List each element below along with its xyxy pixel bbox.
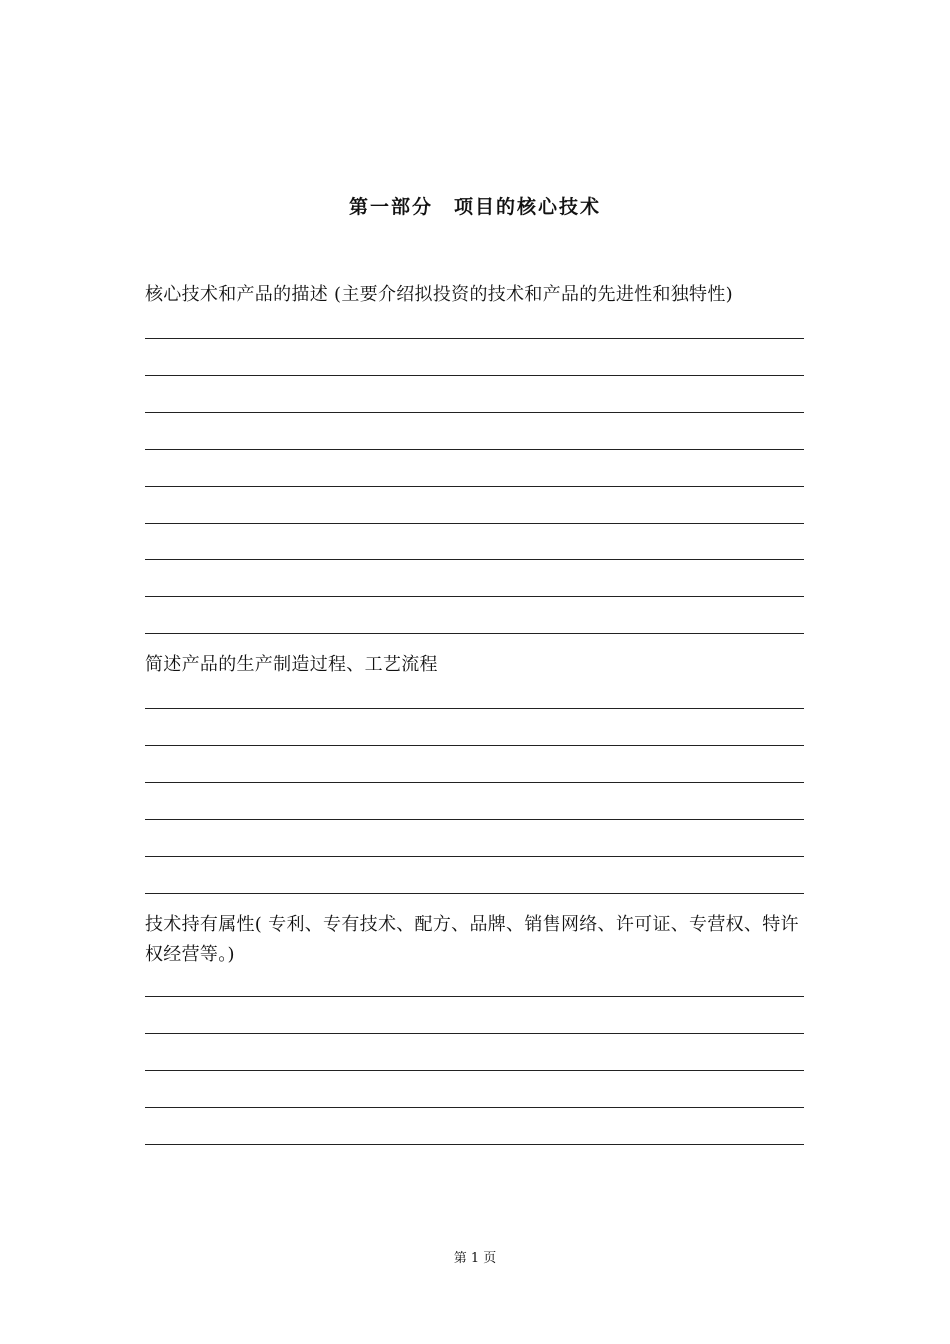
blank-answer-line bbox=[145, 1144, 804, 1145]
blank-answer-line bbox=[145, 819, 804, 820]
blank-answer-line bbox=[145, 708, 804, 709]
blank-answer-line bbox=[145, 1033, 804, 1034]
blank-answer-line bbox=[145, 1070, 804, 1071]
blank-answer-line bbox=[145, 523, 804, 524]
page-footer: 第 1 页 bbox=[453, 1251, 497, 1266]
blank-answer-line bbox=[145, 486, 804, 487]
blank-answer-line bbox=[145, 449, 804, 450]
blank-answer-line bbox=[145, 375, 804, 376]
blank-answer-line bbox=[145, 996, 804, 997]
blank-answer-line bbox=[145, 782, 804, 783]
section-heading-process: 简述产品的生产制造过程、工艺流程 bbox=[145, 654, 438, 675]
blank-answer-line bbox=[145, 856, 804, 857]
blank-answer-line bbox=[145, 633, 804, 634]
blank-answer-line bbox=[145, 745, 804, 746]
blank-answer-line bbox=[145, 412, 804, 413]
blank-answer-line bbox=[145, 893, 804, 894]
page-title: 第一部分 项目的核心技术 bbox=[348, 196, 601, 218]
blank-answer-line bbox=[145, 559, 804, 560]
section-heading-core-tech: 核心技术和产品的描述 (主要介绍拟投资的技术和产品的先进性和独特性) bbox=[145, 284, 733, 305]
blank-answer-line bbox=[145, 338, 804, 339]
section-heading-ownership: 技术持有属性( 专利、专有技术、配方、品牌、销售网络、许可证、专营权、特许权经营等。) bbox=[145, 914, 799, 965]
blank-answer-line bbox=[145, 596, 804, 597]
blank-answer-line bbox=[145, 1107, 804, 1108]
